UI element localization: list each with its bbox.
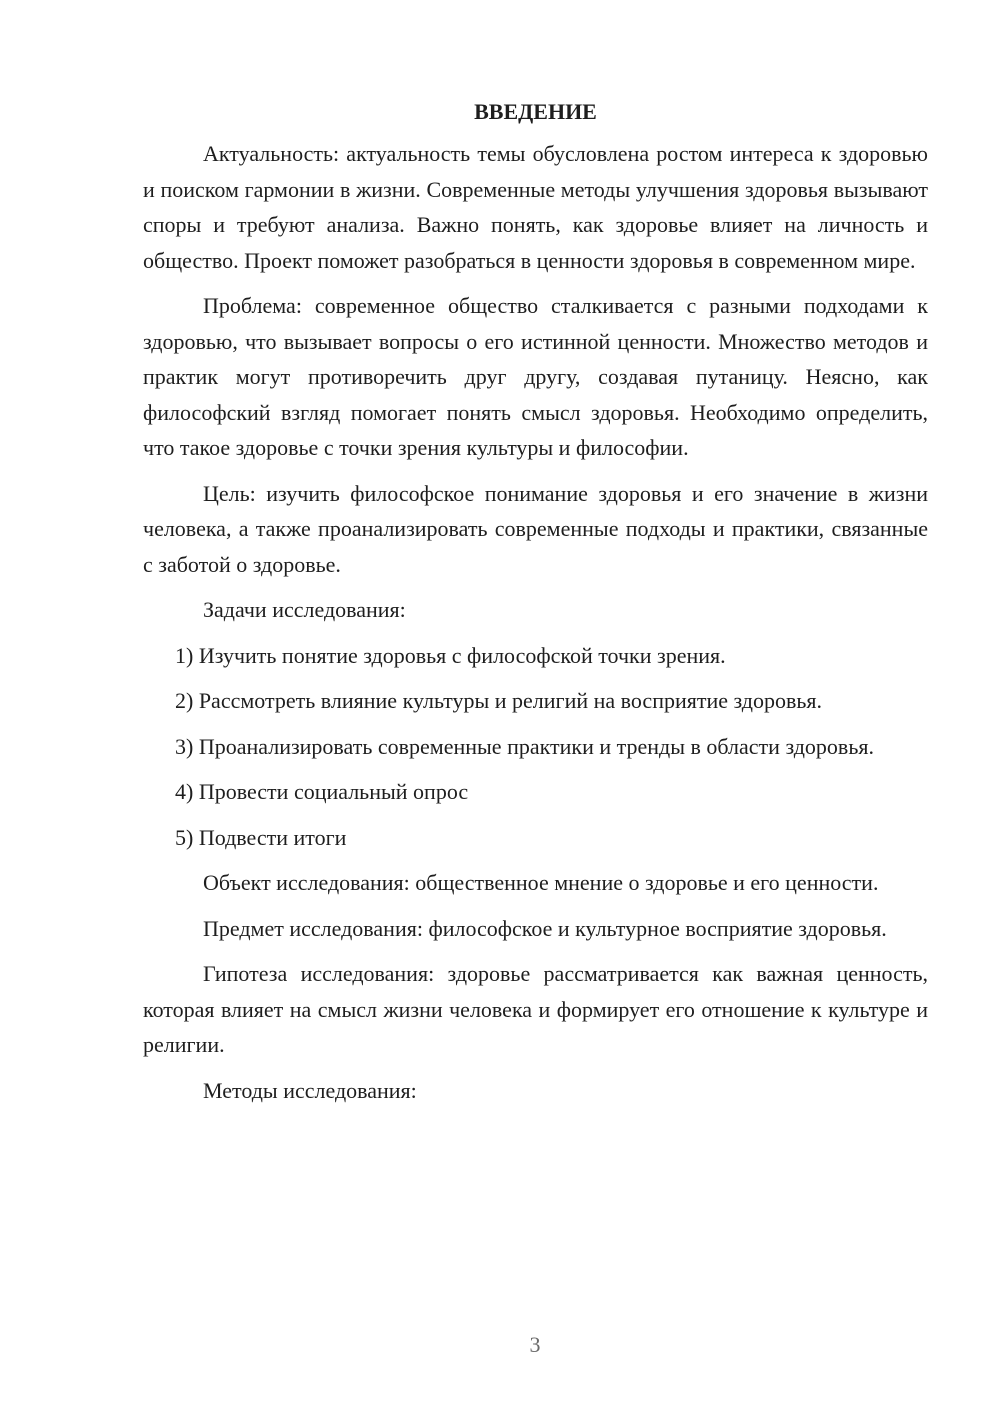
paragraph-relevance: Актуальность: актуальность темы обусловлена ростом интереса к здоровью и поиском гармонии в жизни. Современные методы улучшения здоровья вызывают споры и требуют анализа. Важно понять, как здоровье влияет на личность и общество. Проект поможет разобраться в ценности здоровья в современном мире. bbox=[143, 141, 928, 273]
section-title: ВВЕДЕНИЕ bbox=[474, 99, 597, 124]
paragraph-subject: Предмет исследования: философское и культурное восприятие здоровья. bbox=[203, 915, 887, 941]
tasks-heading: Задачи исследования: bbox=[203, 597, 406, 622]
task-item: 5) Подвести итоги bbox=[175, 824, 347, 850]
task-item: 3) Проанализировать современные практики и тренды в области здоровья. bbox=[175, 733, 874, 759]
paragraph-object: Объект исследования: общественное мнение о здоровье и его ценности. bbox=[203, 870, 879, 895]
task-item: 1) Изучить понятие здоровья с философской точки зрения. bbox=[175, 642, 726, 668]
page-number: 3 bbox=[529, 1332, 541, 1357]
task-item: 2) Рассмотреть влияние культуры и религий на восприятие здоровья. bbox=[175, 688, 823, 713]
paragraph-goal: Цель: изучить философское понимание здоровья и его значение в жизни человека, а также проанализировать современные подходы и практики, связанные с заботой о здоровье. bbox=[143, 480, 928, 577]
document-page bbox=[143, 92, 928, 1118]
paragraph-hypothesis: Гипотеза исследования: здоровье рассматривается как важная ценность, которая влияет на смысл жизни человека и формирует его отношение к культуре и религии. bbox=[143, 961, 928, 1057]
task-item: 4) Провести социальный опрос bbox=[175, 779, 469, 804]
methods-heading: Методы исследования: bbox=[203, 1077, 417, 1103]
paragraph-problem: Проблема: современное общество сталкивается с разными подходами к здоровью, что вызывает вопросы о его истинной ценности. Множество методов и практик могут противоречить друг другу, создавая путаницу. Неясно, как философский взгляд помогает понять смысл здоровья. Необходимо определить, что такое здоровье с точки зрения культуры и философии. bbox=[143, 293, 928, 460]
